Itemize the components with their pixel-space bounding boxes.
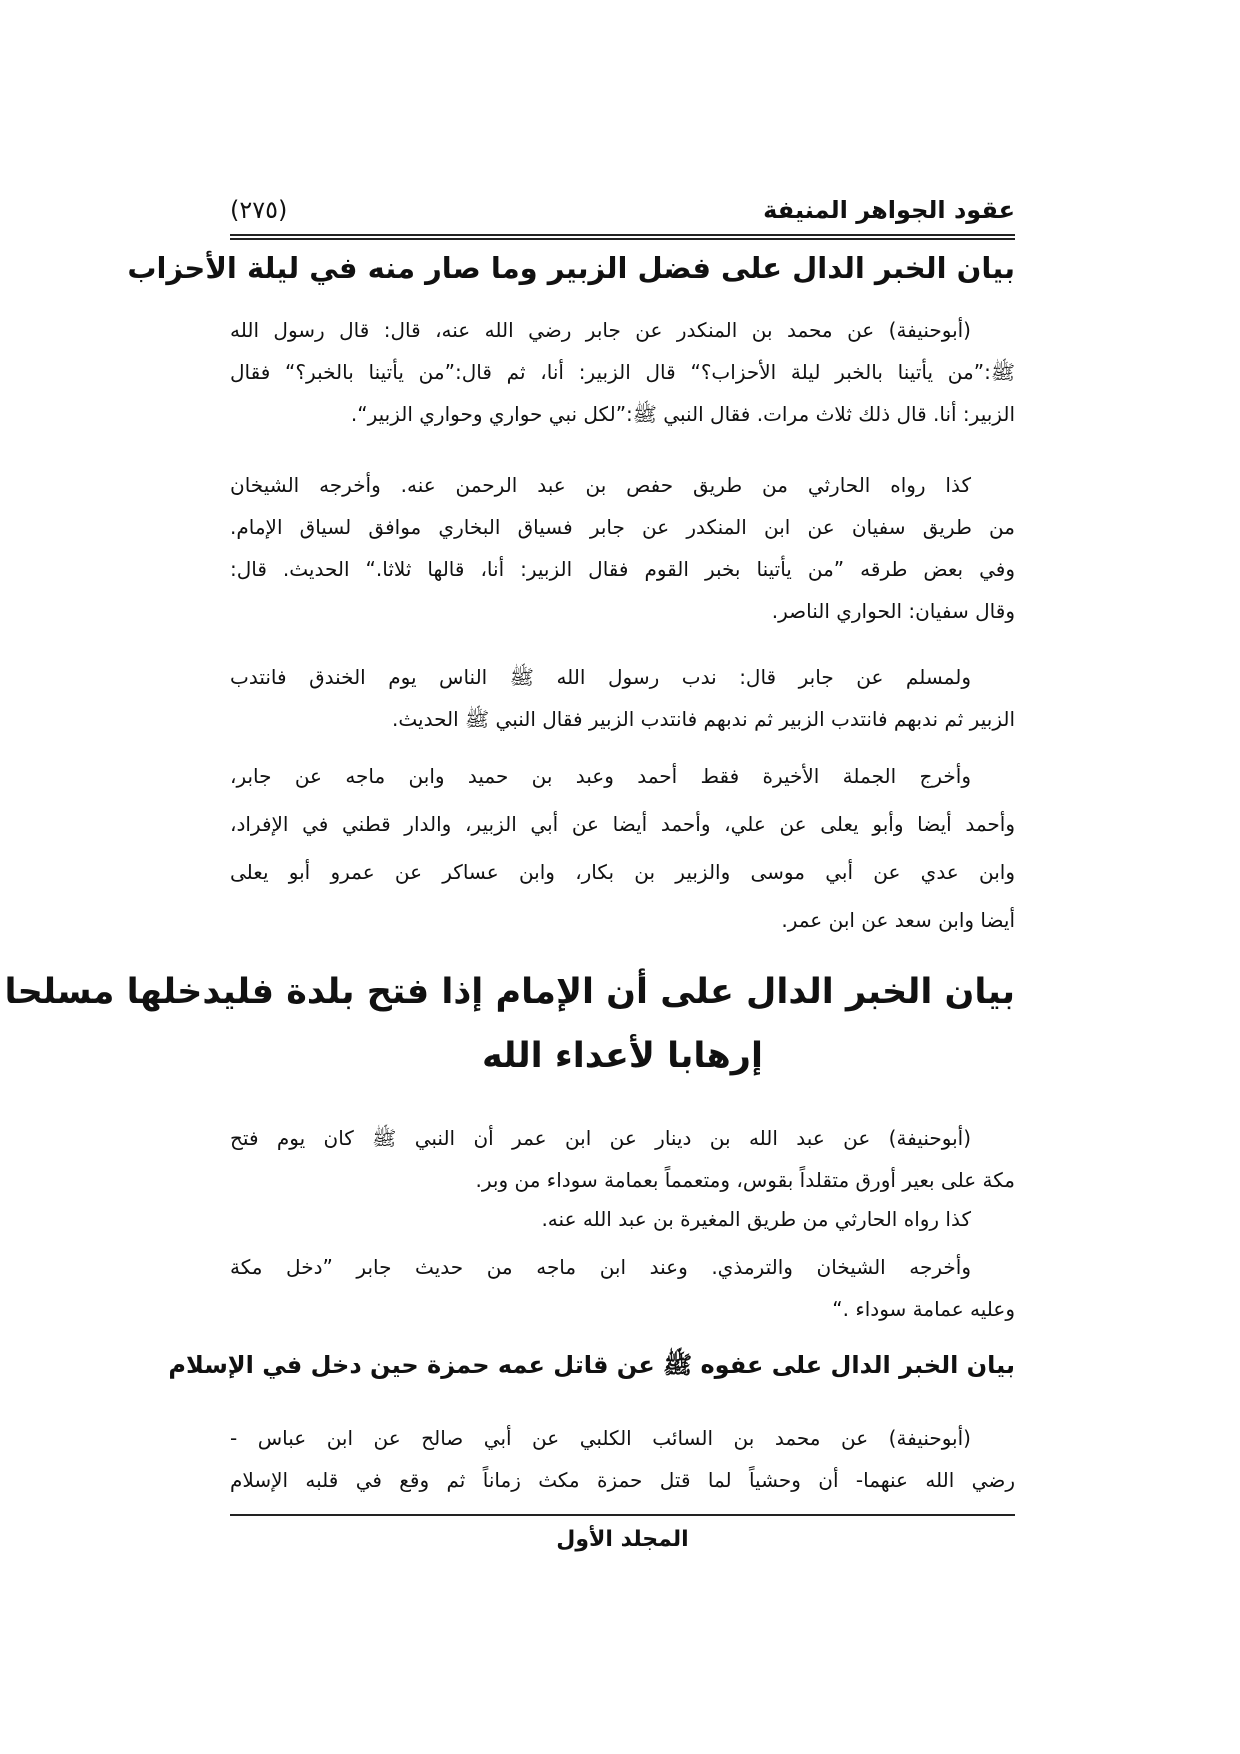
header-double-rule bbox=[230, 234, 1015, 240]
text-line: من طريق سفيان عن ابن المنكدر عن جابر فسياق البخاري موافق لسياق الإمام. bbox=[230, 515, 1015, 539]
text-line: وأحمد أيضا وأبو يعلى عن علي، وأحمد أيضا عن أبي الزبير، والدار قطني في الإفراد، bbox=[230, 812, 1015, 836]
text-line: (أبوحنيفة) عن عبد الله بن دينار عن ابن عمر أن النبي ﷺ كان يوم فتح bbox=[230, 1126, 971, 1150]
section-heading: بيان الخبر الدال على فضل الزبير وما صار منه في ليلة الأحزاب bbox=[127, 251, 1015, 285]
paragraph bbox=[230, 752, 1015, 944]
paragraph bbox=[230, 1246, 1015, 1330]
text-line: وعليه عمامة سوداء .“ bbox=[832, 1297, 1015, 1321]
section-heading bbox=[4, 960, 1015, 1088]
text-line: ولمسلم عن جابر قال: ندب رسول الله ﷺ الناس يوم الخندق فانتدب bbox=[230, 665, 971, 689]
text-line: كذا رواه الحارثي من طريق حفص بن عبد الرحمن عنه. وأخرجه الشيخان bbox=[230, 473, 971, 497]
text-line: الزبير ثم ندبهم فانتدب الزبير ثم ندبهم فانتدب الزبير فقال النبي ﷺ الحديث. bbox=[392, 707, 1015, 731]
text-line: ﷺ:”من يأتينا بالخبر ليلة الأحزاب؟“ قال الزبير: أنا، ثم قال:”من يأتينا بالخبر؟“ فقال bbox=[230, 360, 1015, 384]
text-line: (أبوحنيفة) عن محمد بن السائب الكلبي عن أبي صالح عن ابن عباس - bbox=[230, 1426, 971, 1450]
text-line: وقال سفيان: الحواري الناصر. bbox=[771, 599, 1015, 623]
paragraph bbox=[230, 309, 1015, 435]
text-line: وأخرجه الشيخان والترمذي. وعند ابن ماجه من حديث جابر ”دخل مكة bbox=[230, 1255, 971, 1279]
running-header-book-title: عقود الجواهر المنيفة bbox=[763, 196, 1015, 224]
text-line: الزبير: أنا. قال ذلك ثلاث مرات. فقال النبي ﷺ:”لكل نبي حواري وحواري الزبير“. bbox=[350, 402, 1015, 426]
section-heading: بيان الخبر الدال على عفوه ﷺ عن قاتل عمه حمزة حين دخل في الإسلام bbox=[168, 1351, 1015, 1379]
text-line: رضي الله عنهما- أن وحشياً لما قتل حمزة مكث زماناً ثم وقع في قلبه الإسلام bbox=[230, 1468, 1015, 1492]
text-line: أيضا وابن سعد عن ابن عمر. bbox=[781, 908, 1015, 932]
page-number: (٢٧٥) bbox=[230, 196, 288, 224]
paragraph bbox=[230, 1417, 1015, 1501]
text-line: كذا رواه الحارثي من طريق المغيرة بن عبد الله عنه. bbox=[541, 1207, 971, 1231]
text-line: (أبوحنيفة) عن محمد بن المنكدر عن جابر رضي الله عنه، قال: قال رسول الله bbox=[230, 318, 971, 342]
text-line: وأخرج الجملة الأخيرة فقط أحمد وعبد بن حميد وابن ماجه عن جابر، bbox=[230, 764, 971, 788]
paragraph bbox=[230, 656, 1015, 740]
text-line: وفي بعض طرقه ”من يأتينا بخبر القوم فقال الزبير: أنا، قالها ثلاثا.“ الحديث. قال: bbox=[230, 557, 1015, 581]
text-line: مكة على بعير أورق متقلداً بقوس، ومتعمماً بعمامة سوداء من وبر. bbox=[475, 1168, 1015, 1192]
text-line: وابن عدي عن أبي موسى والزبير بن بكار، وابن عساكر عن عمرو أبو يعلى bbox=[230, 860, 1015, 884]
paragraph bbox=[230, 1117, 1015, 1201]
paragraph bbox=[230, 464, 1015, 632]
footer-volume: المجلد الأول bbox=[556, 1527, 689, 1552]
paragraph bbox=[230, 1198, 1015, 1240]
footer-rule bbox=[230, 1514, 1015, 1516]
section-heading-line: بيان الخبر الدال على أن الإمام إذا فتح بلدة فليدخلها مسلحا bbox=[4, 972, 1015, 1012]
section-heading-line: إرهابا لأعداء الله bbox=[482, 1036, 763, 1076]
